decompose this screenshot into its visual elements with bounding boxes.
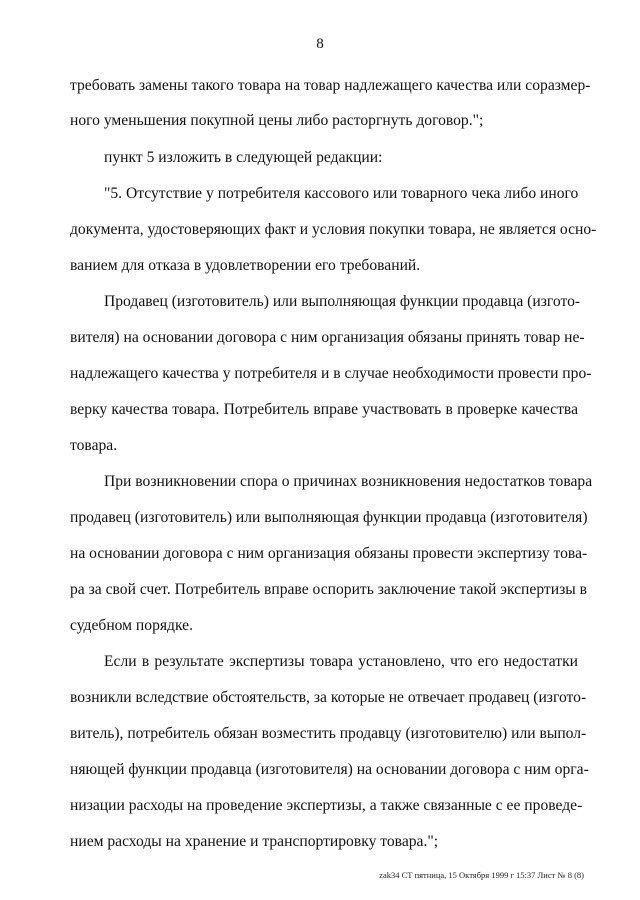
text-line: судебном порядке. bbox=[70, 617, 193, 634]
text-line: "5. Отсутствие у потребителя кассового или товарного чека либо иного bbox=[104, 185, 579, 202]
text-line: нием расходы на хранение и транспортировку товара."; bbox=[70, 833, 439, 850]
text-line: няющей функции продавца (изготовителя) на основании договора с ним орга- bbox=[70, 761, 589, 778]
text-line: товара. bbox=[70, 437, 118, 454]
text-line: При возникновении спора о причинах возникновения недостатков товара bbox=[104, 473, 593, 490]
text-line: ного уменьшения покупной цены либо расторгнуть договор."; bbox=[70, 112, 484, 129]
text-line: витель), потребитель обязан возместить продавцу (изготовителю) или выпол- bbox=[70, 725, 587, 742]
page-number: 8 bbox=[316, 36, 324, 52]
text-line: надлежащего качества у потребителя и в случае необходимости провести про- bbox=[70, 365, 592, 382]
page-footer: zak34 СТ пятница, 15 Октября 1999 г 15:37 Лист № 8 (8) bbox=[379, 870, 584, 880]
text-line: Если в результате экспертизы товара установлено, что его недостатки bbox=[104, 653, 578, 670]
text-line: на основании договора с ним организация обязаны провести экспертизу това- bbox=[70, 545, 588, 562]
text-line: Продавец (изготовитель) или выполняющая функции продавца (изгото- bbox=[104, 293, 581, 310]
text-line: пункт 5 изложить в следующей редакции: bbox=[104, 149, 383, 166]
text-line: продавец (изготовитель) или выполняющая функции продавца (изготовителя) bbox=[70, 509, 588, 526]
text-line: низации расходы на проведение экспертизы, а также связанные с ее проведе- bbox=[70, 797, 583, 814]
text-line: возникли вследствие обстоятельств, за которые не отвечает продавец (изгото- bbox=[70, 689, 587, 706]
text-line: требовать замены такого товара на товар надлежащего качества или соразмер- bbox=[70, 77, 591, 94]
text-line: вителя) на основании договора с ним организация обязаны принять товар не- bbox=[70, 329, 585, 346]
text-line: ванием для отказа в удовлетворении его требований. bbox=[70, 257, 421, 274]
text-line: документа, удостоверяющих факт и условия покупки товара, не является осно- bbox=[70, 221, 597, 238]
text-line: ра за свой счет. Потребитель вправе оспорить заключение такой экспертизы в bbox=[70, 581, 587, 598]
text-line: верку качества товара. Потребитель вправе участвовать в проверке качества bbox=[70, 401, 578, 418]
